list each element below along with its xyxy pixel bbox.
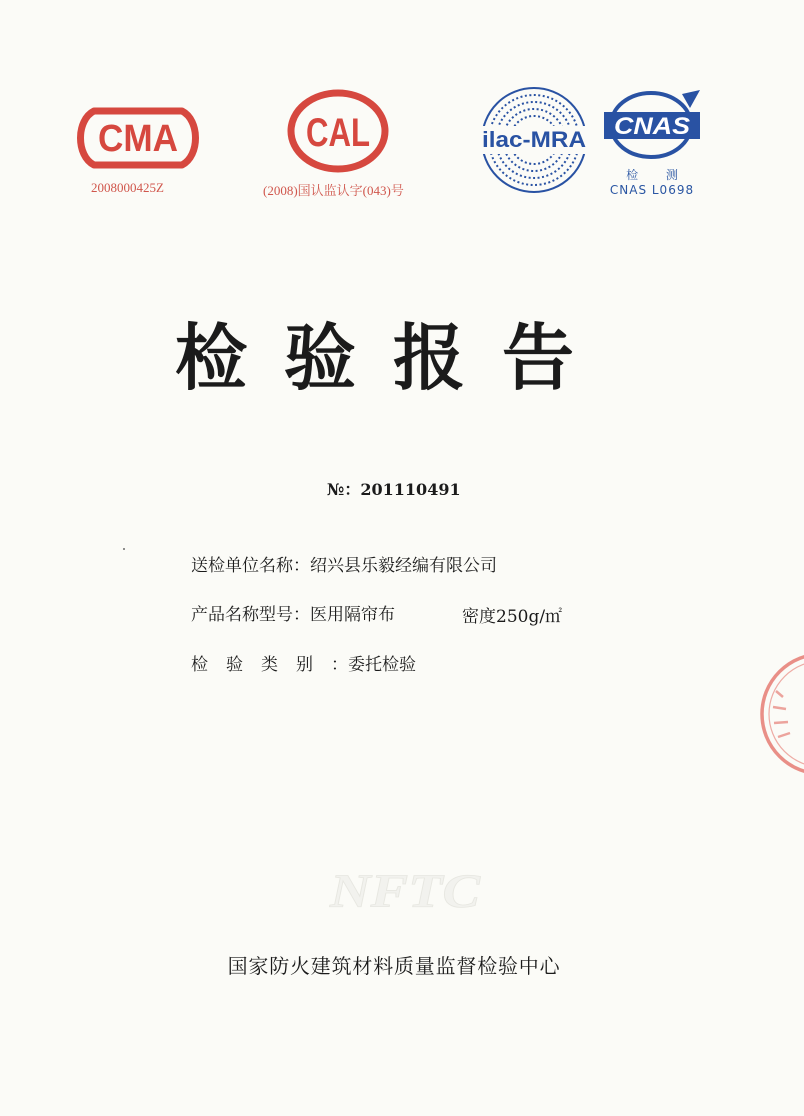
sender-label: 送检单位名称： — [191, 556, 310, 576]
density-value: 密度250g/㎡ — [462, 607, 563, 627]
cma-logo — [76, 104, 200, 172]
product-value: 医用隔帘布 — [310, 605, 395, 625]
ilac-mra-logo — [478, 84, 590, 196]
cma-mark-text: CMA — [98, 118, 178, 160]
inspection-type-label: 检验类别 — [191, 655, 331, 675]
report-title: 检验报告 — [175, 316, 612, 400]
watermark-text: NFTC — [328, 865, 482, 918]
cnas-sub-label: 检 测 — [626, 168, 690, 182]
cnas-certificate-number: CNAS L0698 — [609, 183, 695, 197]
ilac-mark-text: ilac-MRA — [482, 127, 587, 152]
issuing-institution: 国家防火建筑材料质量监督检验中心 — [227, 954, 561, 978]
cal-logo — [285, 86, 391, 176]
inspection-type-separator: ： — [331, 655, 348, 675]
report-number: №：201110491 — [327, 480, 461, 499]
nftc-watermark — [320, 862, 490, 922]
cnas-caption — [595, 168, 709, 198]
sender-field — [191, 551, 497, 576]
cal-certificate-number: (2008)国认监认字(043)号 — [263, 183, 404, 198]
cnas-logo — [596, 84, 710, 174]
paper-speck — [123, 548, 125, 550]
product-label: 产品名称型号： — [191, 605, 310, 625]
inspection-type-value: 委托检验 — [348, 655, 416, 675]
cal-mark-text: CAL — [306, 111, 370, 155]
cma-certificate-number: 2008000425Z — [91, 180, 164, 195]
product-field — [191, 600, 395, 625]
sender-value: 绍兴县乐毅经编有限公司 — [310, 556, 497, 576]
seal-stamp — [758, 639, 804, 789]
cnas-mark-text: CNAS — [614, 113, 690, 140]
inspection-type-field — [191, 650, 416, 675]
